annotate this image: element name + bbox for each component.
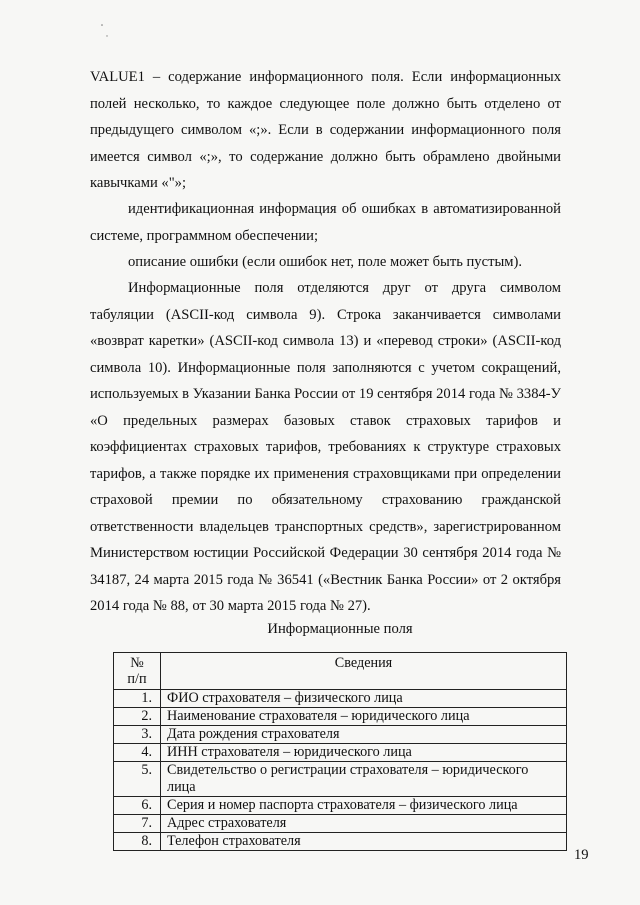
header-number bbox=[114, 653, 161, 690]
table-row bbox=[114, 762, 567, 797]
row-number: 5. bbox=[114, 762, 161, 797]
row-number: 6. bbox=[114, 797, 161, 815]
row-number: 2. bbox=[114, 708, 161, 726]
page-number: 19 bbox=[574, 847, 589, 863]
table-caption: Информационные поля bbox=[267, 621, 413, 637]
row-number: 1. bbox=[114, 690, 161, 708]
row-text: Свидетельство о регистрации страхователя – юридического лица bbox=[161, 762, 567, 797]
table-header-row bbox=[114, 653, 567, 690]
paragraph-value1: VALUE1 – содержание информационного поля. Если информационных полей несколько, то каждое следующее поле должно быть отделено от предыдущего символом «;». Если в содержании информационного поля имеется символ «;», то содержание должно быть обрамлено двойными кавычками «"»; bbox=[90, 69, 561, 191]
table-row bbox=[114, 797, 567, 815]
table-row bbox=[114, 833, 567, 851]
table-row bbox=[114, 708, 567, 726]
row-number: 4. bbox=[114, 744, 161, 762]
header-number-abbrev: п/п bbox=[127, 671, 147, 687]
paragraph-field-separation: Информационные поля отделяются друг от друга символом табуляции (ASCII-код символа 9). Строка заканчивается символами «возврат каретки» (ASCII-код символа 13) и «перевод строки» (ASCII-код символа 10). Информационные поля заполняются с учетом сокращений, используемых в Указании Банка России от 19 сентября 2014 года № 3384-У «О предельных размерах базовых ставок страховых тарифов и коэффициентах страховых тарифов, требованиях к структуре страховых тарифов, а также порядке их применения страховщиками при определении страховой премии по обязательному страхованию гражданской ответственности владельцев транспортных средств», зарегистрированном Министерством юстиции Российской Федерации 30 сентября 2014 года № 34187, 24 марта 2015 года № 36541 («Вестник Банка России» от 2 октября 2014 года № 88, от 30 марта 2015 года № 27). bbox=[90, 280, 561, 614]
paragraph-error-description: описание ошибки (если ошибок нет, поле может быть пустым). bbox=[128, 254, 523, 270]
row-text: Наименование страхователя – юридического лица bbox=[161, 708, 567, 726]
row-text: Серия и номер паспорта страхователя – физического лица bbox=[161, 797, 567, 815]
table-row bbox=[114, 726, 567, 744]
row-number: 8. bbox=[114, 833, 161, 851]
header-number-symbol: № bbox=[130, 655, 144, 671]
header-info: Сведения bbox=[161, 653, 567, 690]
scan-specks bbox=[98, 22, 118, 42]
row-number: 7. bbox=[114, 815, 161, 833]
row-text: ФИО страхователя – физического лица bbox=[161, 690, 567, 708]
row-text: Дата рождения страхователя bbox=[161, 726, 567, 744]
row-text: ИНН страхователя – юридического лица bbox=[161, 744, 567, 762]
table-row bbox=[114, 815, 567, 833]
row-text: Адрес страхователя bbox=[161, 815, 567, 833]
row-text: Телефон страхователя bbox=[161, 833, 567, 851]
info-fields-table bbox=[113, 652, 567, 851]
table-row bbox=[114, 690, 567, 708]
row-number: 3. bbox=[114, 726, 161, 744]
paragraph-error-identification: идентификационная информация об ошибках в автоматизированной системе, программном обеспечении; bbox=[90, 201, 561, 244]
table-row bbox=[114, 744, 567, 762]
